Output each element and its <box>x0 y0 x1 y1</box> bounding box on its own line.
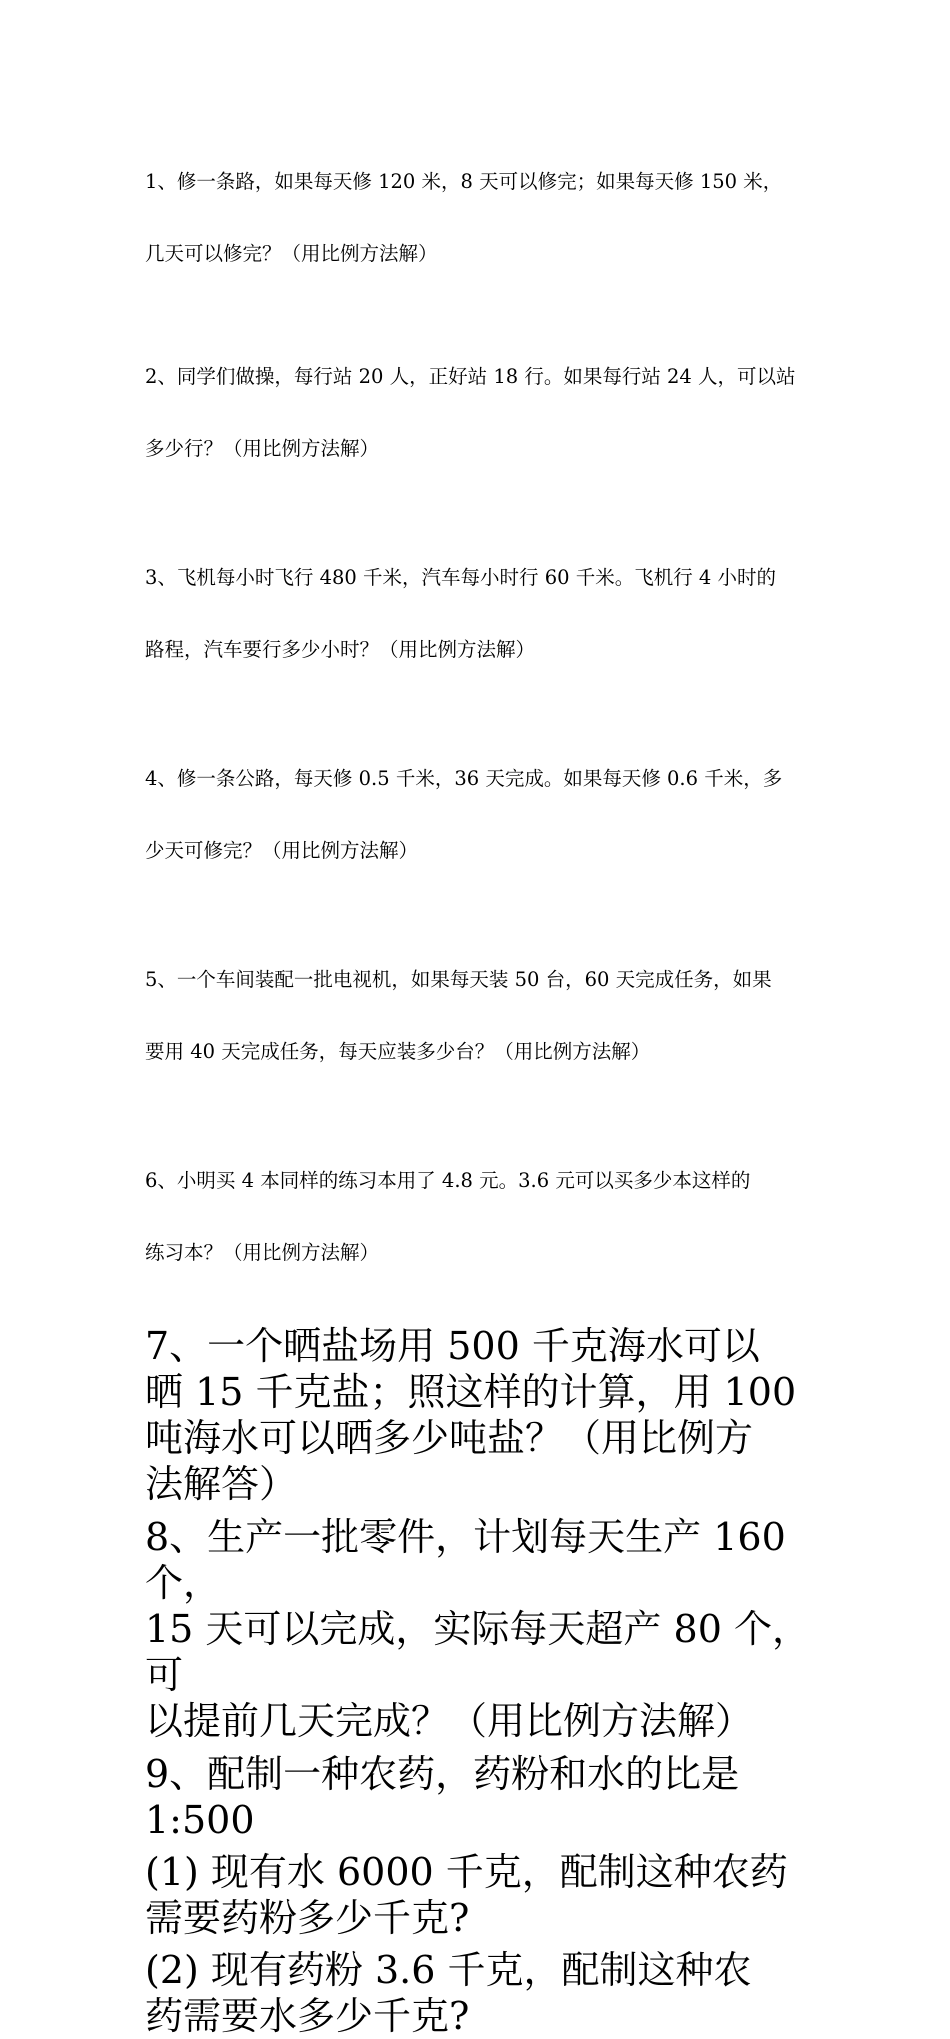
problem-3 <box>145 518 835 710</box>
problem-2-line-1: 2、同学们做操，每行站 20 人，正好站 18 行。如果每行站 24 人，可以站 <box>145 365 796 388</box>
problem-9-part-2-line-2: 药需要水多少千克? <box>145 1994 470 2038</box>
problem-9-part-1-line-2: 需要药粉多少千克? <box>145 1896 470 1940</box>
problem-8-line-3: 以提前几天完成？（用比例方法解） <box>145 1699 754 1743</box>
problem-8-line-2: 15 天可以完成，实际每天超产 80 个，可 <box>145 1607 810 1697</box>
problem-5 <box>145 920 835 1112</box>
problem-8 <box>145 1514 835 1744</box>
problem-4-line-1: 4、修一条公路，每天修 0.5 千米，36 天完成。如果每天修 0.6 千米，多 <box>145 767 783 790</box>
problem-6-line-2: 练习本？（用比例方法解） <box>145 1241 380 1264</box>
problem-7-line-4: 法解答） <box>145 1462 298 1506</box>
problem-9-part-2 <box>145 1947 835 2039</box>
problem-1-line-2: 几天可以修完？（用比例方法解） <box>145 242 438 265</box>
problem-9-part-1-line-1: (1) 现有水 6000 千克，配制这种农药 <box>145 1850 788 1894</box>
problem-3-line-1: 3、飞机每小时飞行 480 千米，汽车每小时行 60 千米。飞机行 4 小时的 <box>145 566 777 589</box>
problem-5-line-1: 5、一个车间装配一批电视机，如果每天装 50 台，60 天完成任务，如果 <box>145 968 772 991</box>
problem-6-line-1: 6、小明买 4 本同样的练习本用了 4.8 元。3.6 元可以买多少本这样的 <box>145 1169 751 1192</box>
problem-2 <box>145 317 835 509</box>
problem-9-line-2: 1:500 <box>145 1798 255 1842</box>
problem-9 <box>145 1751 835 1843</box>
problem-7-line-3: 吨海水可以晒多少吨盐？（用比例方 <box>145 1416 754 1460</box>
problem-7-line-2: 晒 15 千克盐；照这样的计算，用 100 <box>145 1370 797 1414</box>
problem-6 <box>145 1121 835 1313</box>
problem-9-part-1 <box>145 1849 835 1941</box>
problem-4-line-2: 少天可修完？（用比例方法解） <box>145 839 419 862</box>
problem-1 <box>145 122 835 314</box>
problem-1-line-1: 1、修一条路，如果每天修 120 米，8 天可以修完；如果每天修 150 米， <box>145 170 783 193</box>
problem-3-line-2: 路程，汽车要行多少小时？（用比例方法解） <box>145 638 536 661</box>
problem-7 <box>145 1323 835 1507</box>
problem-7-line-1: 7、一个晒盐场用 500 千克海水可以 <box>145 1324 760 1368</box>
problem-9-part-2-line-1: (2) 现有药粉 3.6 千克，配制这种农 <box>145 1948 752 1992</box>
problem-4 <box>145 719 835 911</box>
problem-5-line-2: 要用 40 天完成任务，每天应装多少台？（用比例方法解） <box>145 1040 651 1063</box>
problem-9-line-1: 9、配制一种农药，药粉和水的比是 <box>145 1752 740 1796</box>
problem-2-line-2: 多少行？（用比例方法解） <box>145 437 380 460</box>
worksheet-page <box>145 122 835 2039</box>
problem-8-line-1: 8、生产一批零件，计划每天生产 160 个， <box>145 1515 786 1605</box>
